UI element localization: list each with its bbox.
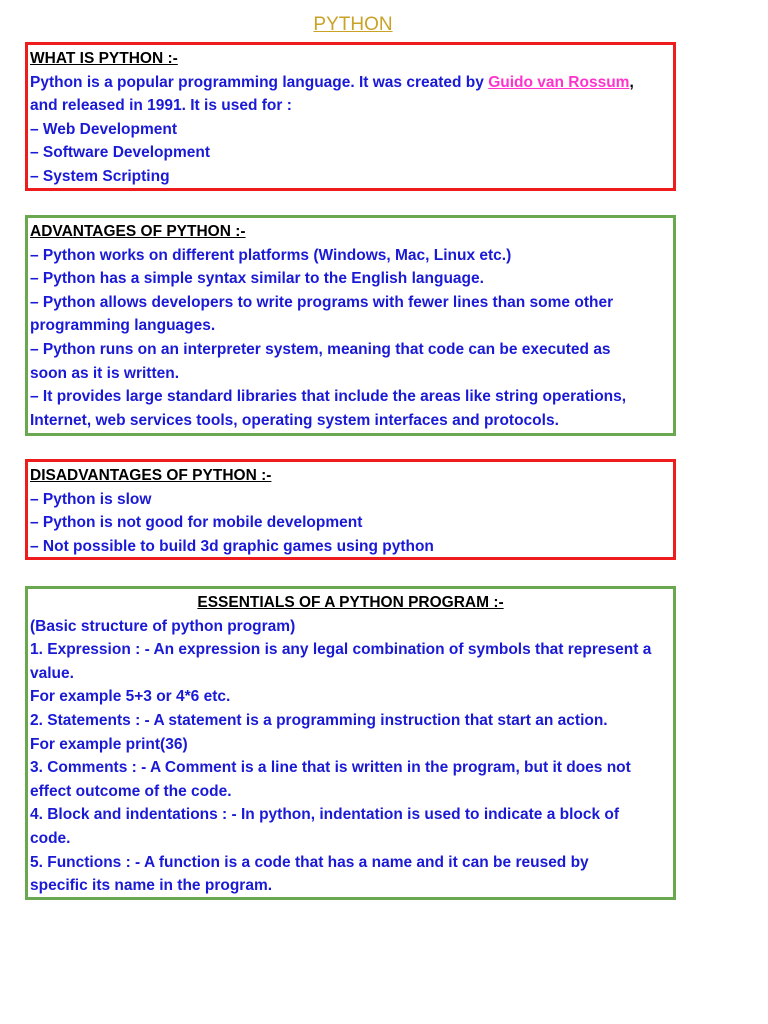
text-line: programming languages. (30, 317, 216, 335)
text-line: – Python has a simple syntax similar to the English language. (30, 270, 484, 288)
text-line: soon as it is written. (30, 364, 179, 382)
text-line: (Basic structure of python program) (30, 617, 296, 635)
text-line: specific its name in the program. (30, 877, 273, 895)
section-heading: DISADVANTAGES OF PYTHON :- (30, 467, 272, 484)
text-line: 4. Block and indentations : - In python, indentation is used to indicate a block of (30, 806, 620, 824)
intro-comma: , (629, 73, 634, 91)
text-line: 5. Functions : - A function is a code that has a name and it can be reused by (30, 853, 589, 871)
text-line: – Python is slow (30, 490, 152, 508)
text-line: value. (30, 664, 74, 682)
text-line: – Python is not good for mobile development (30, 514, 363, 532)
text-line: For example print(36) (30, 735, 188, 753)
page-title: PYTHON (313, 14, 393, 35)
list-item: – Software Development (30, 144, 211, 162)
text-line: 3. Comments : - A Comment is a line that is written in the program, but it does not (30, 759, 631, 777)
section-heading: WHAT IS PYTHON :- (30, 50, 178, 67)
text-line: 1. Expression : - An expression is any legal combination of symbols that represent a (30, 641, 652, 659)
text-line: effect outcome of the code. (30, 782, 232, 800)
what-is-python-box (25, 42, 676, 191)
text-line: – Not possible to build 3d graphic games using python (30, 537, 434, 555)
advantages-box (25, 215, 676, 436)
section-heading: ESSENTIALS OF A PYTHON PROGRAM :- (197, 594, 504, 611)
text-line: – Python runs on an interpreter system, meaning that code can be executed as (30, 340, 611, 358)
list-item: – Web Development (30, 120, 178, 138)
section-heading: ADVANTAGES OF PYTHON :- (30, 223, 246, 240)
text-line: – Python allows developers to write programs with fewer lines than some other (30, 293, 614, 311)
text-line: Internet, web services tools, operating system interfaces and protocols. (30, 411, 559, 429)
disadvantages-box (25, 459, 676, 560)
text-line: code. (30, 829, 71, 847)
intro-line-2: and released in 1991. It is used for : (30, 97, 292, 115)
intro-line (30, 71, 671, 95)
list-item: – System Scripting (30, 167, 170, 185)
essentials-box (25, 586, 676, 900)
intro-text: Python is a popular programming language. It was created by (30, 73, 489, 91)
text-line: 2. Statements : - A statement is a programming instruction that start an action. (30, 711, 608, 729)
text-line: For example 5+3 or 4*6 etc. (30, 688, 231, 706)
guido-link[interactable]: Guido van Rossum (488, 73, 630, 91)
text-line: – It provides large standard libraries that include the areas like string operations, (30, 388, 627, 406)
text-line: – Python works on different platforms (Windows, Mac, Linux etc.) (30, 246, 512, 264)
